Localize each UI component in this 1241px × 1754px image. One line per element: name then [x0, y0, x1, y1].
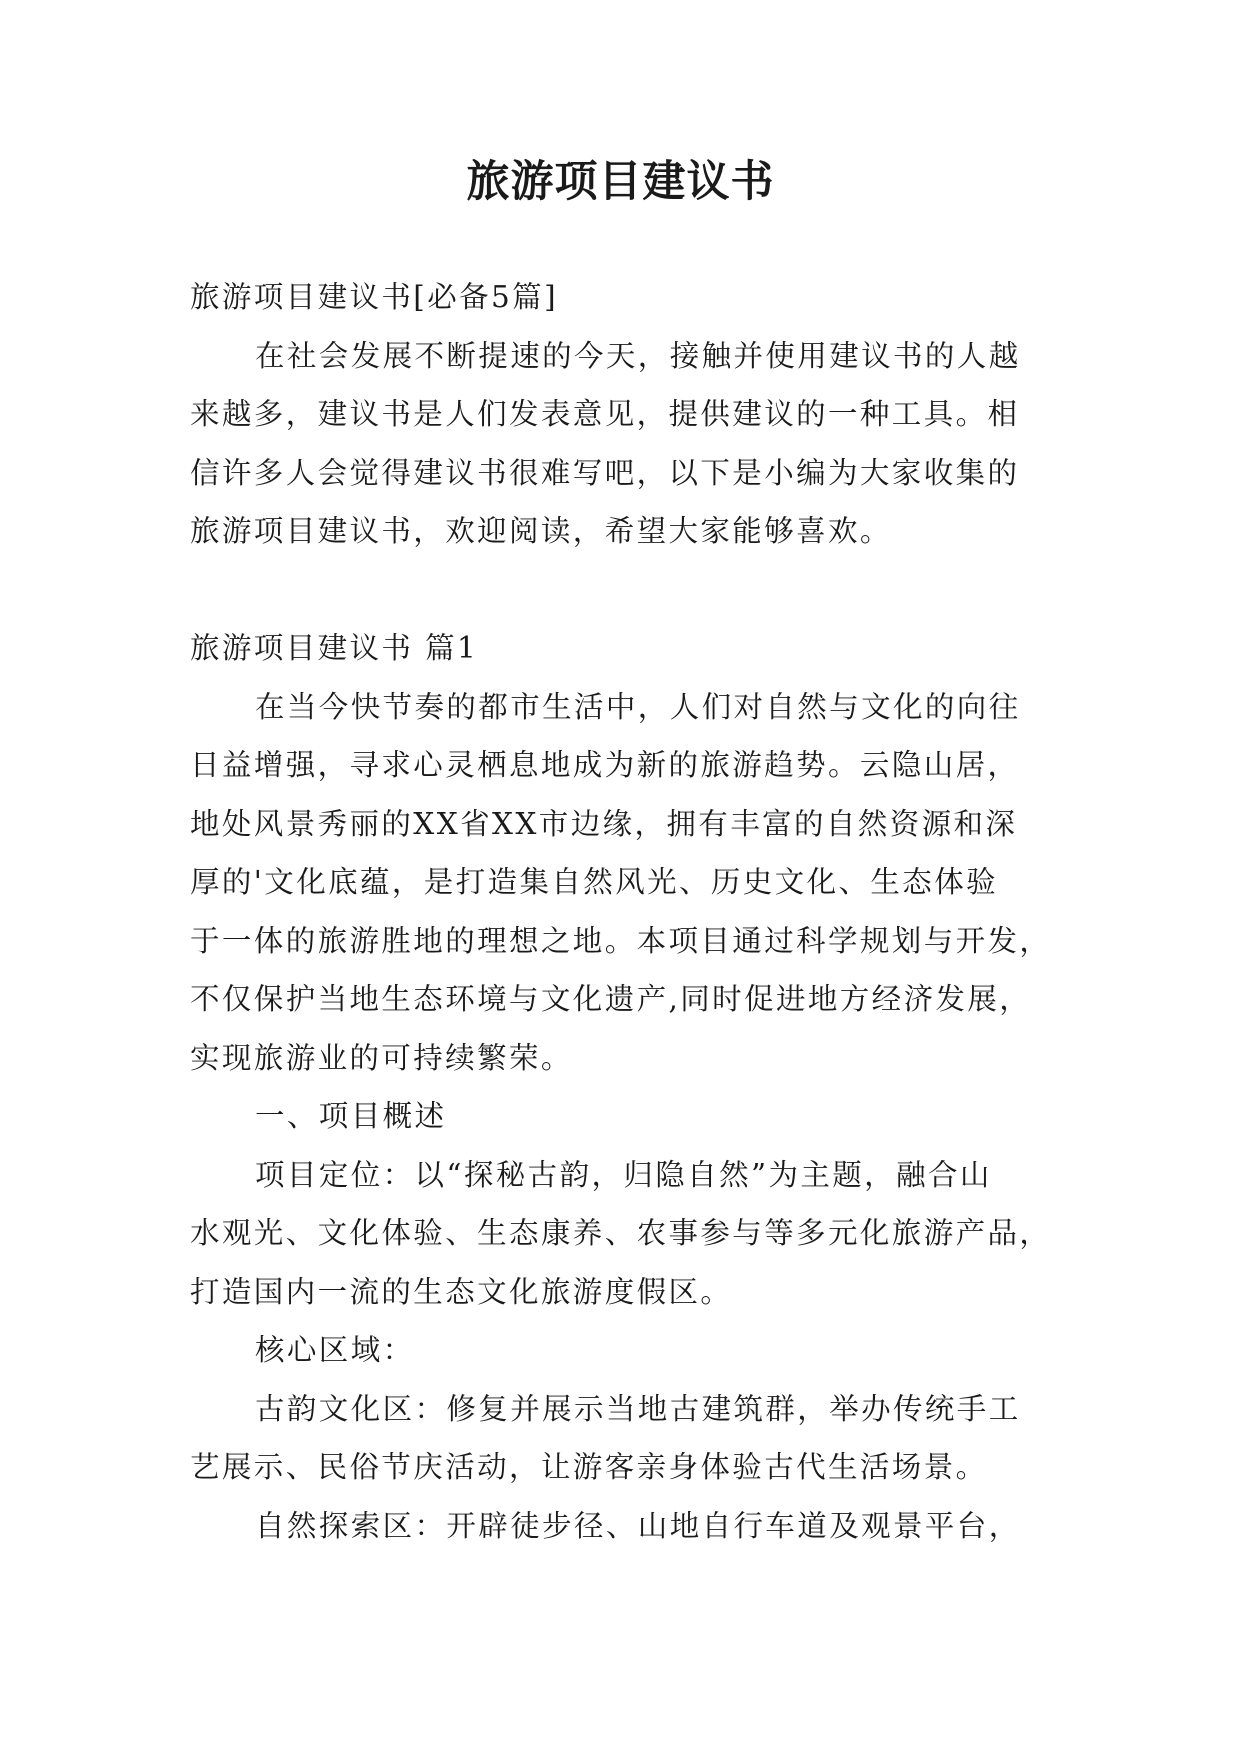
text-line: 厚的'文化底蕴，是打造集自然风光、历史文化、生态体验	[190, 865, 999, 899]
text-line: 一、项目概述	[255, 1099, 447, 1133]
text-line: 实现旅游业的可持续繁荣。	[190, 1040, 573, 1075]
text-line: 项目定位：以“探秘古韵，归隐自然”为主题，融合山	[255, 1157, 992, 1192]
text-line: 古韵文化区：修复并展示当地古建筑群，举办传统手工	[255, 1391, 1021, 1426]
text-line: 不仅保护当地生态环境与文化遗产,同时促进地方经济发展，	[190, 982, 1032, 1016]
text-line: 地处风景秀丽的XX省XX市边缘，拥有丰富的自然资源和深	[190, 806, 1018, 841]
text-line: 打造国内一流的生态文化旅游度假区。	[190, 1274, 733, 1309]
text-line: 来越多，建议书是人们发表意见，提供建议的一种工具。相	[190, 397, 1020, 431]
text-line: 核心区域：	[255, 1333, 415, 1367]
text-line: 于一体的旅游胜地的理想之地。本项目通过科学规划与开发，	[190, 923, 1052, 958]
text-line: 艺展示、民俗节庆活动，让游客亲身体验古代生活场景。	[190, 1450, 988, 1484]
document-body	[190, 268, 1070, 1555]
text-line: 日益增强，寻求心灵栖息地成为新的旅游趋势。云隐山居，	[190, 748, 1020, 782]
text-line: 在当今快节奏的都市生活中，人们对自然与文化的向往	[255, 689, 1021, 724]
blank-line	[190, 561, 1070, 620]
text-line: 旅游项目建议书 篇1	[190, 631, 479, 665]
text-line: 旅游项目建议书，欢迎阅读，希望大家能够喜欢。	[190, 514, 892, 548]
text-line: 在社会发展不断提速的今天，接触并使用建议书的人越	[255, 338, 1021, 373]
text-line: 水观光、文化体验、生态康养、农事参与等多元化旅游产品，	[190, 1216, 1052, 1250]
text-line: 自然探索区：开辟徒步径、山地自行车道及观景平台，	[255, 1508, 1021, 1543]
text-line: 信许多人会觉得建议书很难写吧，以下是小编为大家收集的	[190, 455, 1020, 490]
document-title: 旅游项目建议书	[466, 157, 775, 207]
text-line: 旅游项目建议书[必备5篇]	[190, 280, 558, 314]
